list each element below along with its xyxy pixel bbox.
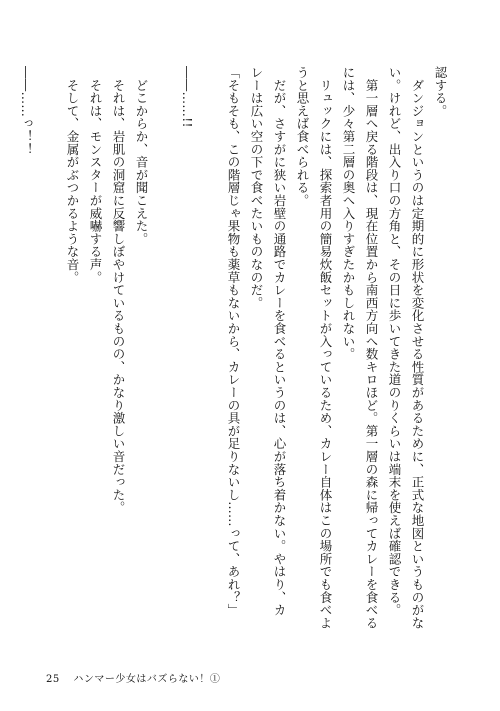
text-line: 認する。 <box>433 66 448 118</box>
text-line: ――……っ！！ <box>19 66 34 156</box>
text-line: には、少々第二層の奥へ入りすぎたかもしれない。 <box>341 66 356 361</box>
text-line: リュックには、探索者用の簡易炊飯セットが入っているため、カレー自体はこの場所でも食べよ <box>318 66 333 630</box>
text-line: 第一層へ戻る階段は、現在位置から南西方向へ数キロほど。第一層の森に帰ってカレーを食べる <box>364 66 379 630</box>
text-line: い。けれど、出入り口の方角と、その日に歩いてきた道のりくらいは端末を使えば確認できる。 <box>387 66 402 617</box>
text-line: うと思えば食べられる。 <box>295 66 310 207</box>
text-line: それは、岩肌の洞窟に反響しぼやけているものの、かなり激しい音だった。 <box>111 66 126 514</box>
text-line: そして、金属がぶつかるような音。 <box>65 66 80 284</box>
text-line: ――……!! <box>180 66 195 128</box>
page-number: 25 <box>46 674 60 685</box>
text-line: だが、さすがに狭い岩壁の通路でカレーを食べるというのは、心が落ち着かない。やはり、カ <box>272 66 287 617</box>
blank-line <box>199 66 222 634</box>
blank-line <box>38 66 61 634</box>
page-footer <box>46 670 230 685</box>
text-line: レーは広い空の下で食べたいものなのだ。 <box>249 66 264 310</box>
book-title: ハンマー少女はバズらない！① <box>73 674 221 685</box>
text-line: どこからか、音が聞こえた。 <box>134 66 149 246</box>
text-line: 「そもそも、この階層じゃ果物も薬草もないから、カレーの具が足りないし……って、あれ？」 <box>226 66 241 617</box>
text-line: それは、モンスターが威嚇する声。 <box>88 66 103 284</box>
text-line: ダンジョンというのは定期的に形状を変化させる性質があるために、正式な地図というものがな <box>410 66 425 630</box>
vertical-text-body <box>19 66 452 634</box>
blank-line <box>153 66 176 634</box>
